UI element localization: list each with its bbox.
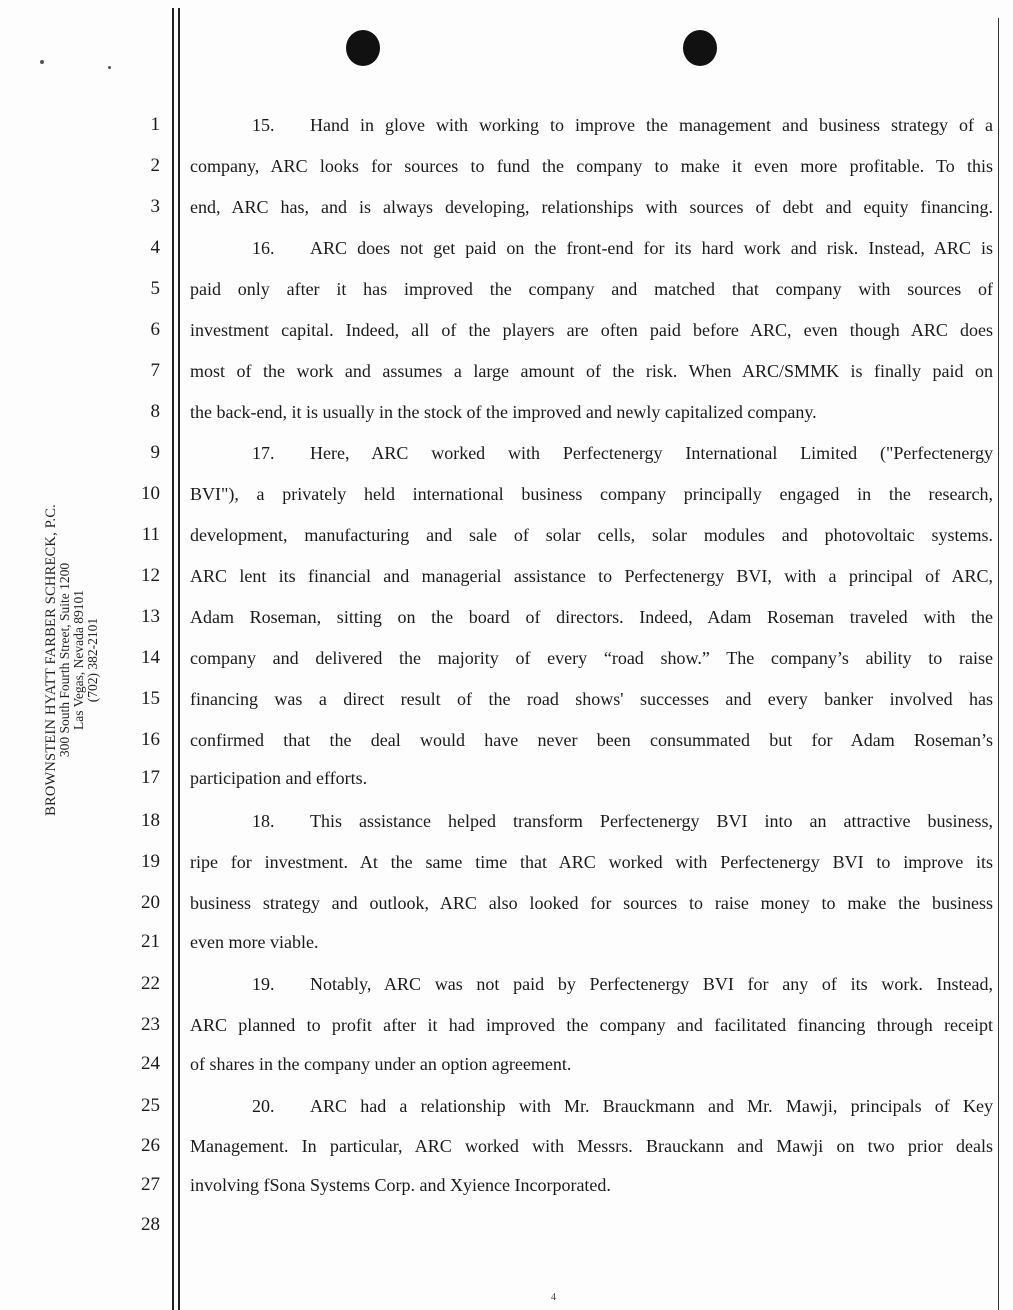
paragraph-18-line bbox=[190, 810, 993, 832]
line-number: 11 bbox=[141, 524, 160, 545]
line-number: 20 bbox=[141, 892, 160, 913]
line-number: 22 bbox=[141, 973, 160, 994]
paragraph-number: 15. bbox=[252, 115, 275, 135]
paragraph-number: 20. bbox=[252, 1096, 275, 1116]
paragraph-15-line: company, ARC looks for sources to fund the company to make it even more profitable. To this bbox=[190, 156, 993, 176]
line-number: 10 bbox=[141, 483, 160, 504]
line-number: 16 bbox=[141, 729, 160, 750]
line-number: 14 bbox=[141, 647, 160, 668]
paragraph-17-line: development, manufacturing and sale of solar cells, solar modules and photovoltaic systems. bbox=[190, 525, 993, 545]
paragraph-18-line: ripe for investment. At the same time that ARC worked with Perfectenergy BVI to improve its bbox=[190, 852, 993, 872]
line-number: 5 bbox=[150, 278, 160, 299]
paragraph-19-line bbox=[190, 973, 993, 995]
paragraph-18-line: even more viable. bbox=[190, 932, 319, 952]
paragraph-17-line: participation and efforts. bbox=[190, 768, 368, 788]
firm-name: BROWNSTEIN HYATT FARBER SCHRECK, P.C. bbox=[43, 504, 59, 816]
line-number: 3 bbox=[150, 196, 160, 217]
line-number: 26 bbox=[141, 1135, 160, 1156]
line-number: 19 bbox=[141, 851, 160, 872]
paragraph-19-line: of shares in the company under an option agreement. bbox=[190, 1054, 572, 1074]
page-number: 4 bbox=[551, 1292, 556, 1303]
line-number: 25 bbox=[141, 1095, 160, 1116]
scan-speck bbox=[40, 60, 44, 64]
line-number: 27 bbox=[141, 1174, 160, 1195]
line-number: 28 bbox=[141, 1214, 160, 1235]
line-number: 9 bbox=[150, 442, 160, 463]
line-number: 17 bbox=[141, 767, 160, 788]
line-number: 1 bbox=[150, 114, 160, 135]
line-number: 23 bbox=[141, 1014, 160, 1035]
punch-hole bbox=[346, 30, 380, 66]
margin-rule bbox=[178, 8, 180, 1310]
firm-city: Las Vegas, Nevada 89101 bbox=[71, 590, 86, 730]
line-number: 21 bbox=[141, 931, 160, 952]
text-line: Hand in glove with working to improve the management and business strategy of a bbox=[310, 115, 993, 135]
paragraph-17-line: BVI"), a privately held international business company principally engaged in the research, bbox=[190, 484, 993, 504]
paragraph-17-line: financing was a direct result of the road shows' successes and every banker involved has bbox=[190, 689, 993, 709]
paragraph-17-line: company and delivered the majority of every “road show.” The company’s ability to raise bbox=[190, 648, 993, 668]
firm-address: 300 South Fourth Street, Suite 1200 bbox=[57, 562, 72, 758]
line-number: 8 bbox=[150, 401, 160, 422]
paragraph-18-line: business strategy and outlook, ARC also looked for sources to raise money to make the business bbox=[190, 893, 993, 913]
paragraph-number: 16. bbox=[252, 238, 275, 258]
paragraph-17-line: ARC lent its financial and managerial assistance to Perfectenergy BVI, with a principal of ARC, bbox=[190, 566, 993, 586]
paragraph-17-line bbox=[190, 442, 993, 464]
paragraph-17-line: confirmed that the deal would have never been consummated but for Adam Roseman’s bbox=[190, 730, 993, 750]
text-line: Here, ARC worked with Perfectenergy International Limited ("Perfectenergy bbox=[310, 443, 993, 463]
paragraph-20-line: Management. In particular, ARC worked with Messrs. Brauckann and Mawji on two prior deals bbox=[190, 1136, 993, 1156]
text-line: Notably, ARC was not paid by Perfectenergy BVI for any of its work. Instead, bbox=[310, 974, 993, 994]
line-number: 24 bbox=[141, 1053, 160, 1074]
firm-phone: (702) 382-2101 bbox=[85, 617, 100, 703]
line-number: 6 bbox=[150, 319, 160, 340]
paragraph-16-line: most of the work and assumes a large amount of the risk. When ARC/SMMK is finally paid on bbox=[190, 361, 993, 381]
paragraph-number: 17. bbox=[252, 443, 275, 463]
text-line: ARC had a relationship with Mr. Brauckmann and Mr. Mawji, principals of Key bbox=[310, 1096, 993, 1116]
margin-rule bbox=[172, 8, 174, 1310]
line-number: 12 bbox=[141, 565, 160, 586]
paragraph-number: 19. bbox=[252, 974, 275, 994]
line-number: 4 bbox=[150, 237, 160, 258]
line-number: 15 bbox=[141, 688, 160, 709]
paragraph-15-line bbox=[190, 114, 993, 136]
text-line: This assistance helped transform Perfectenergy BVI into an attractive business, bbox=[310, 811, 993, 831]
paragraph-20-line bbox=[190, 1095, 993, 1117]
scan-speck bbox=[108, 66, 111, 69]
paragraph-16-line: paid only after it has improved the company and matched that company with sources of bbox=[190, 279, 993, 299]
line-number: 13 bbox=[141, 606, 160, 627]
paragraph-16-line bbox=[190, 237, 993, 259]
line-number: 18 bbox=[141, 810, 160, 831]
line-number: 7 bbox=[150, 360, 160, 381]
paragraph-19-line: ARC planned to profit after it had improved the company and facilitated financing through receipt bbox=[190, 1015, 993, 1035]
paragraph-15-line: end, ARC has, and is always developing, relationships with sources of debt and equity financing. bbox=[190, 197, 993, 217]
paragraph-17-line: Adam Roseman, sitting on the board of directors. Indeed, Adam Roseman traveled with the bbox=[190, 607, 993, 627]
paragraph-20-line: involving fSona Systems Corp. and Xyience Incorporated. bbox=[190, 1175, 611, 1195]
paragraph-16-line: the back-end, it is usually in the stock of the improved and newly capitalized company. bbox=[190, 402, 817, 422]
line-number: 2 bbox=[150, 155, 160, 176]
text-line: ARC does not get paid on the front-end for its hard work and risk. Instead, ARC is bbox=[310, 238, 993, 258]
right-margin-rule bbox=[998, 18, 999, 1310]
paragraph-16-line: investment capital. Indeed, all of the players are often paid before ARC, even though ARC does bbox=[190, 320, 993, 340]
paragraph-number: 18. bbox=[252, 811, 275, 831]
punch-hole bbox=[683, 30, 717, 66]
